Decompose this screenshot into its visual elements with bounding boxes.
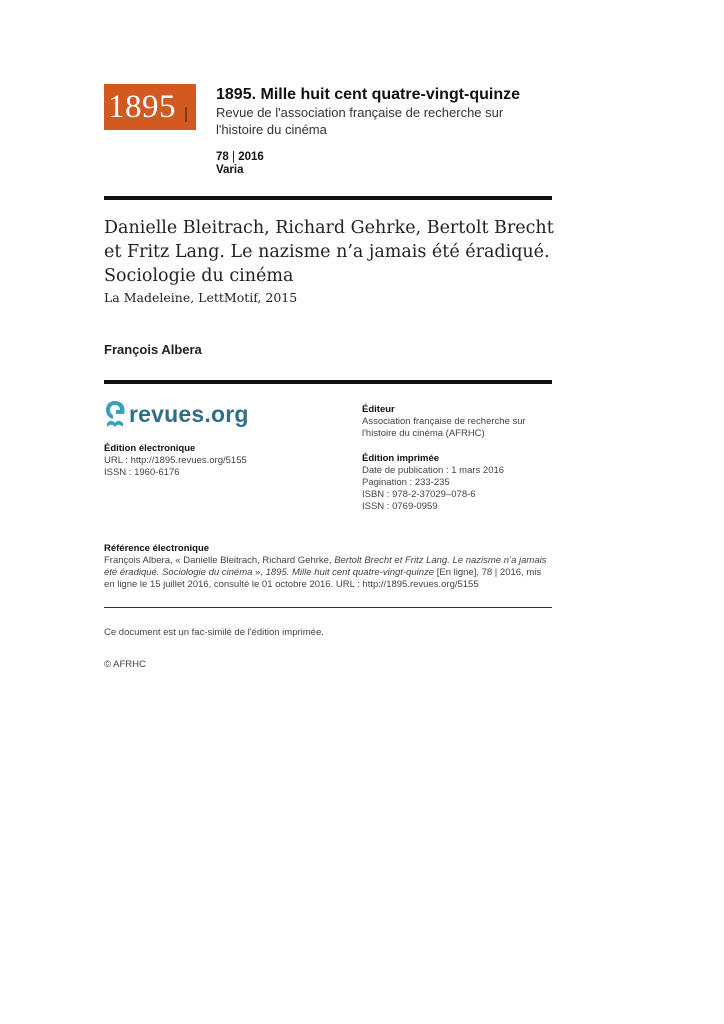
electronic-reference — [104, 543, 552, 591]
electronic-issn: ISSN : 1960-6176 — [104, 467, 180, 478]
revues-logo[interactable] — [104, 398, 249, 430]
citation-review-title: Bertolt Brecht et Fritz Lang. Le nazisme n’a jamais été éradiqué. Sociologie du cinéma — [104, 555, 547, 578]
publisher-info — [362, 404, 552, 440]
issue-number: 78 — [216, 151, 229, 163]
print-date: Date de publication : 1 mars 2016 — [362, 465, 505, 476]
journal-subtitle: Revue de l'association française de recherche sur l'histoire du cinéma — [216, 105, 504, 137]
print-edition — [362, 453, 552, 513]
citation-journal-title: 1895. Mille huit cent quatre-vingt-quinze — [265, 567, 435, 578]
article-title: Danielle Bleitrach, Richard Gehrke, Bertolt Brecht et Fritz Lang. Le nazisme n’a jamais été éradiqué. Sociologie du cinéma — [104, 218, 554, 286]
print-isbn: ISBN : 978-2-37029–078-6 — [362, 489, 476, 500]
journal-title: 1895. Mille huit cent quatre-vingt-quinze — [216, 86, 521, 103]
electronic-url[interactable]: URL : http://1895.revues.org/5155 — [104, 455, 247, 466]
article-source: La Madeleine, LettMotif, 2015 — [104, 290, 298, 305]
article-divider — [104, 380, 552, 384]
citation-text[interactable]: [En ligne], 78 | 2016, mis en ligne le 15 juillet 2016, consulté le 01 octobre 2016. URL : http://1895.revues.org/5155 — [104, 567, 542, 590]
journal-logo-text: 1895 — [108, 89, 176, 125]
citation-text: », — [252, 567, 266, 578]
header-divider — [104, 196, 552, 200]
print-pagination: Pagination : 233-235 — [362, 477, 450, 488]
electronic-edition — [104, 443, 344, 479]
logo-accent-bar — [185, 107, 187, 122]
citation-text: François Albera, « Danielle Bleitrach, Richard Gehrke, — [104, 555, 335, 566]
article-author: François Albera — [104, 342, 202, 357]
section-label: Varia — [216, 164, 244, 176]
revues-logo-text: revues.org — [129, 401, 249, 427]
revues-logo-icon — [104, 399, 126, 429]
print-edition-heading: Édition imprimée — [362, 453, 440, 464]
reference-divider — [104, 607, 552, 608]
copyright-notice: © AFRHC — [104, 659, 146, 670]
reference-heading: Référence électronique — [104, 543, 210, 554]
reference-citation — [104, 555, 552, 591]
facsimile-notice: Ce document est un fac-similé de l'édition imprimée. — [104, 627, 324, 638]
issue-info — [216, 150, 264, 164]
issue-year: 2016 — [238, 151, 264, 163]
publisher-name: Association française de recherche sur l'histoire du cinéma (AFRHC) — [362, 416, 526, 439]
journal-logo — [104, 84, 196, 130]
electronic-edition-heading: Édition électronique — [104, 443, 196, 454]
publisher-heading: Éditeur — [362, 404, 395, 415]
print-issn: ISSN : 0769-0959 — [362, 501, 438, 512]
issue-separator: | — [228, 151, 239, 163]
